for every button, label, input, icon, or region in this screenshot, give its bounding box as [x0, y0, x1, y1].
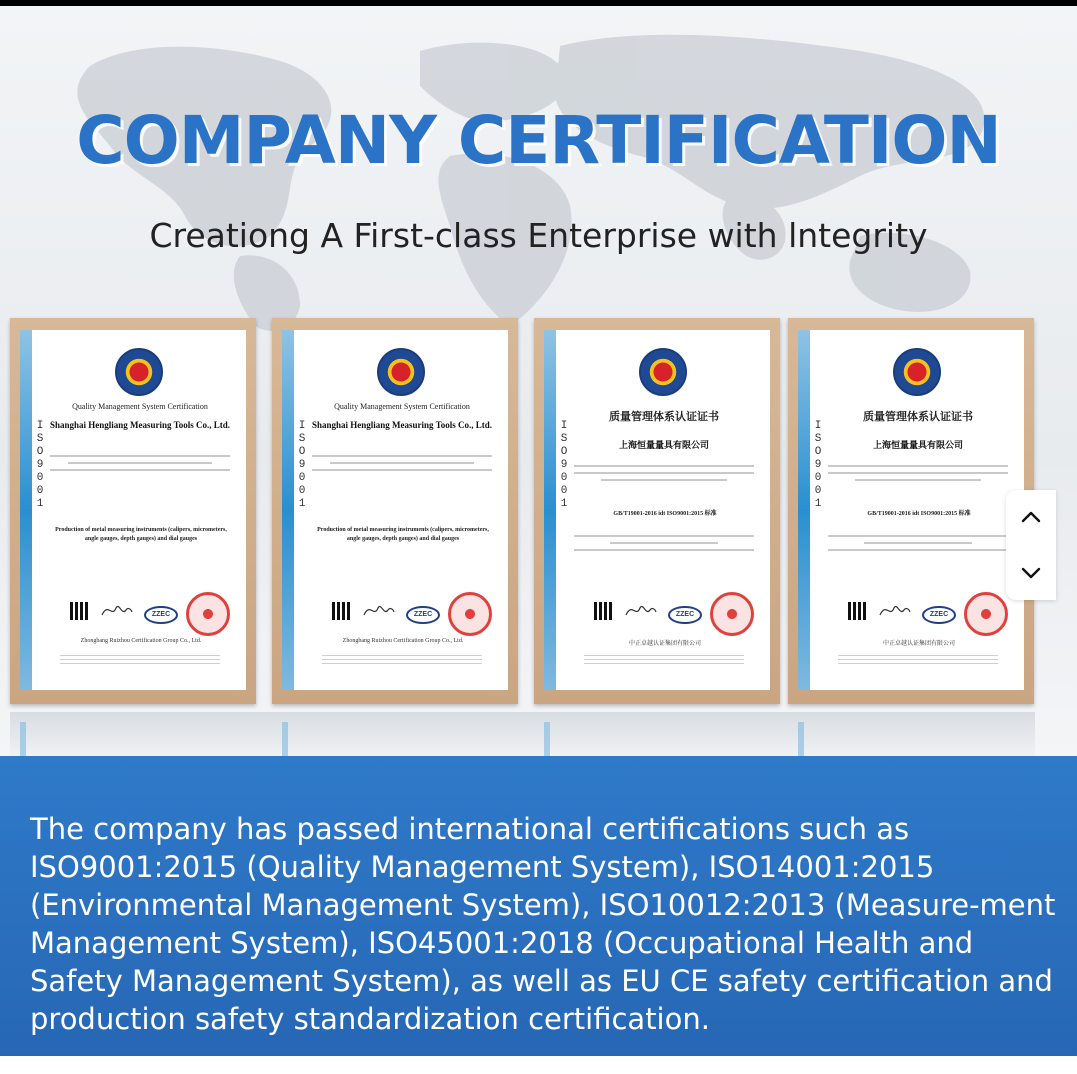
- certificate-paper: [544, 330, 770, 690]
- certificate-scope: Production of metal measuring instruments (calipers, micrometers, angle gauges, depth gauges) and dial gauges: [55, 527, 227, 542]
- certificate-scope: Production of metal measuring instruments (calipers, micrometers, angle gauges, depth gauges) and dial gauges: [317, 527, 489, 542]
- certificate-vertical-label: ISO9001: [298, 420, 306, 510]
- zzec-badge-icon: ZZEC: [668, 606, 702, 624]
- chevron-down-icon[interactable]: [1018, 560, 1044, 586]
- certificate-standard: GB/T19001-2016 idt ISO9001:2015 标准: [613, 511, 717, 517]
- certificate-text-lines: [574, 460, 754, 486]
- certification-emblem-icon: [639, 348, 687, 396]
- certificate-company: Shanghai Hengliang Measuring Tools Co., Ltd.: [311, 420, 493, 430]
- certificate-text-lines: [312, 450, 492, 476]
- certificate-vertical-label: ISO9001: [560, 420, 568, 510]
- certificate-issuer: Zhongbang Ruizhou Certification Group Co., Ltd.: [80, 638, 202, 644]
- hero-banner: [0, 6, 1077, 756]
- certificate-footer-lines: [838, 652, 998, 667]
- certificate-side-stripe: [20, 330, 32, 690]
- certificate-paper: [282, 330, 508, 690]
- certificate-paper: [20, 330, 246, 690]
- certificate-side-stripe: [798, 330, 810, 690]
- certificate-company: Shanghai Hengliang Measuring Tools Co., Ltd.: [49, 420, 231, 430]
- certificate-frame[interactable]: [788, 318, 1034, 704]
- certificate-paper: [798, 330, 1024, 690]
- certification-description: The company has passed international certifications such as ISO9001:2015 (Quality Management System), ISO14001:2015 (Environmental Management System), ISO10012:2013 (Measure-ment Management System), ISO45001:2018 (Occupational Health and Safety Management System), as well as EU CE safety certification and production safety standardization certification.: [30, 812, 1056, 1036]
- certificate-footer-lines: [60, 652, 220, 667]
- certificate-vertical-label: ISO9001: [36, 420, 44, 510]
- certification-description-panel: [0, 756, 1077, 1056]
- certificate-gallery[interactable]: [10, 318, 1035, 706]
- certificate-standard: GB/T19001-2016 idt ISO9001:2015 标准: [867, 511, 971, 517]
- certificate-frame[interactable]: [10, 318, 256, 704]
- certificate-text-lines: [828, 530, 1008, 556]
- signature-icon: [878, 600, 912, 620]
- red-stamp-icon: [964, 592, 1008, 636]
- red-stamp-icon: [448, 592, 492, 636]
- certificate-heading: 质量管理体系认证证书: [609, 411, 719, 423]
- certificate-vertical-label: ISO9001: [814, 420, 822, 510]
- signature-icon: [100, 600, 134, 620]
- certificate-text-lines: [828, 460, 1008, 486]
- zzec-badge-icon: ZZEC: [144, 606, 178, 624]
- signature-icon: [624, 600, 658, 620]
- certificate-heading: 质量管理体系认证证书: [863, 411, 973, 423]
- qr-code-icon: [594, 602, 612, 620]
- certificate-heading: Quality Management System Certification: [72, 402, 208, 411]
- qr-code-icon: [70, 602, 88, 620]
- certificate-side-stripe: [282, 330, 294, 690]
- bottom-strip: [0, 1056, 1077, 1074]
- page-subtitle: Creationg A First-class Enterprise with lntegrity: [149, 216, 928, 255]
- certificate-footer-lines: [584, 652, 744, 667]
- chevron-up-icon[interactable]: [1018, 504, 1044, 530]
- certificate-issuer: Zhongbang Ruizhou Certification Group Co., Ltd.: [342, 638, 464, 644]
- certificate-footer-lines: [322, 652, 482, 667]
- certificate-company: 上海恒量量具有限公司: [618, 440, 709, 450]
- qr-code-icon: [848, 602, 866, 620]
- certificate-frame[interactable]: [534, 318, 780, 704]
- zzec-badge-icon: ZZEC: [922, 606, 956, 624]
- zzec-badge-icon: ZZEC: [406, 606, 440, 624]
- red-stamp-icon: [186, 592, 230, 636]
- certificate-heading: Quality Management System Certification: [334, 402, 470, 411]
- certificate-text-lines: [50, 450, 230, 476]
- qr-code-icon: [332, 602, 350, 620]
- certificate-issuer: 中正卓越认证集团有限公司: [628, 641, 701, 647]
- certificate-issuer: 中正卓越认证集团有限公司: [882, 641, 955, 647]
- red-stamp-icon: [710, 592, 754, 636]
- certificate-text-lines: [574, 530, 754, 556]
- certificate-reflection: [10, 712, 1035, 756]
- certification-emblem-icon: [893, 348, 941, 396]
- certification-emblem-icon: [115, 348, 163, 396]
- certification-emblem-icon: [377, 348, 425, 396]
- signature-icon: [362, 600, 396, 620]
- scroll-controls: [1006, 490, 1056, 600]
- page-title: COMPANY CERTIFICATION: [76, 102, 1001, 179]
- certificate-side-stripe: [544, 330, 556, 690]
- certificate-frame[interactable]: [272, 318, 518, 704]
- certificate-company: 上海恒量量具有限公司: [872, 440, 963, 450]
